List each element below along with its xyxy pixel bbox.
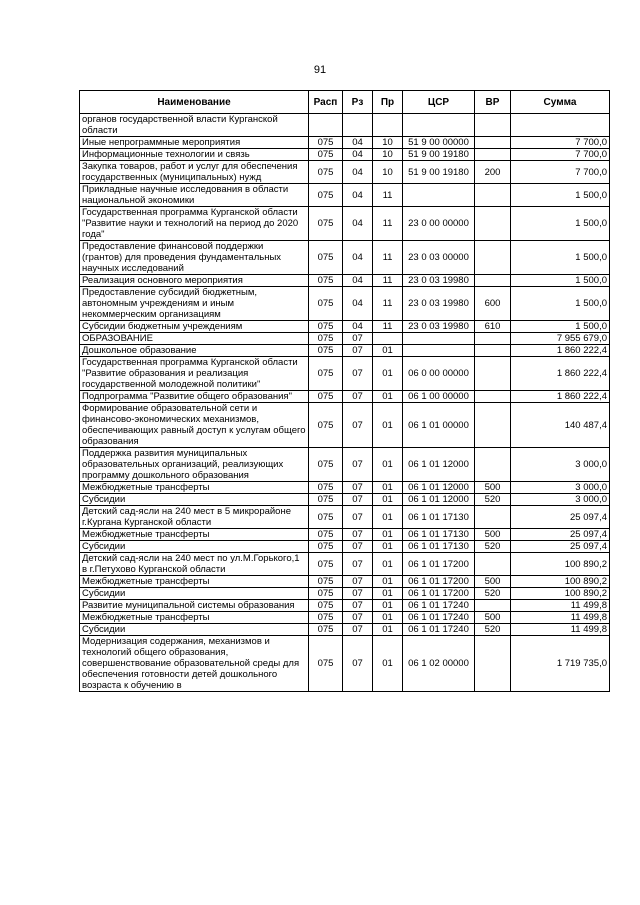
row-vr-cell: 500 (475, 482, 511, 494)
row-sum-cell: 1 500,0 (511, 321, 610, 333)
row-vr-cell: 600 (475, 287, 511, 321)
row-sum-cell: 11 499,8 (511, 600, 610, 612)
table-row (80, 636, 610, 692)
row-vr-cell: 500 (475, 612, 511, 624)
row-sum-cell: 25 097,4 (511, 529, 610, 541)
row-rz-cell: 07 (343, 482, 373, 494)
row-pr-cell: 01 (373, 345, 403, 357)
row-rz-cell: 07 (343, 576, 373, 588)
row-rz-cell: 07 (343, 448, 373, 482)
row-sum-cell: 3 000,0 (511, 482, 610, 494)
row-sum-cell: 1 860 222,4 (511, 357, 610, 391)
table-row (80, 612, 610, 624)
row-pr-cell: 10 (373, 149, 403, 161)
row-name-cell: Формирование образовательной сети и финансово-экономических механизмов, обеспечивающих равный доступ к услугам общего образования (80, 403, 309, 448)
row-sum-cell: 100 890,2 (511, 576, 610, 588)
row-vr-cell: 520 (475, 494, 511, 506)
row-pr-cell (373, 333, 403, 345)
row-name-cell: Подпрограмма "Развитие общего образования" (80, 391, 309, 403)
row-csr-cell: 06 1 02 00000 (403, 636, 475, 692)
row-pr-cell: 11 (373, 321, 403, 333)
row-csr-cell: 06 1 01 17130 (403, 506, 475, 529)
row-sum-cell: 1 500,0 (511, 184, 610, 207)
row-vr-cell (475, 114, 511, 137)
row-rz-cell: 07 (343, 333, 373, 345)
table-row (80, 287, 610, 321)
row-rz-cell: 07 (343, 506, 373, 529)
row-rasp-cell: 075 (309, 241, 343, 275)
row-csr-cell (403, 184, 475, 207)
row-csr-cell: 06 1 01 12000 (403, 494, 475, 506)
row-sum-cell: 3 000,0 (511, 494, 610, 506)
row-sum-cell: 1 860 222,4 (511, 391, 610, 403)
row-csr-cell: 06 1 01 17200 (403, 553, 475, 576)
row-name-cell: Субсидии (80, 494, 309, 506)
row-rasp-cell: 075 (309, 506, 343, 529)
row-name-cell: Модернизация содержания, механизмов и технологий общего образования, совершенствование образовательной среды для обеспечения готовности детей дошкольного возраста к обучению в (80, 636, 309, 692)
row-csr-cell: 06 1 01 12000 (403, 448, 475, 482)
table-row (80, 600, 610, 612)
table-row (80, 624, 610, 636)
row-rasp-cell: 075 (309, 345, 343, 357)
row-rz-cell: 07 (343, 345, 373, 357)
row-sum-cell: 1 500,0 (511, 207, 610, 241)
row-rasp-cell: 075 (309, 494, 343, 506)
row-vr-cell: 500 (475, 529, 511, 541)
table-row (80, 345, 610, 357)
row-sum-cell: 11 499,8 (511, 612, 610, 624)
row-name-cell: Субсидии (80, 624, 309, 636)
row-rasp-cell: 075 (309, 333, 343, 345)
row-rasp-cell: 075 (309, 588, 343, 600)
row-vr-cell (475, 391, 511, 403)
row-vr-cell (475, 184, 511, 207)
row-rz-cell: 07 (343, 391, 373, 403)
table-row (80, 576, 610, 588)
table-row (80, 333, 610, 345)
row-csr-cell: 23 0 03 19980 (403, 321, 475, 333)
header-vr: ВР (475, 91, 511, 114)
page-number: 91 (313, 64, 327, 76)
row-pr-cell: 11 (373, 275, 403, 287)
row-name-cell: органов государственной власти Курганской области (80, 114, 309, 137)
row-sum-cell (511, 114, 610, 137)
table-row (80, 149, 610, 161)
header-rz: Рз (343, 91, 373, 114)
row-sum-cell: 7 955 679,0 (511, 333, 610, 345)
row-name-cell: Государственная программа Курганской области "Развитие науки и технологий на период до 2020 года" (80, 207, 309, 241)
row-name-cell: Межбюджетные трансферты (80, 529, 309, 541)
row-name-cell: Межбюджетные трансферты (80, 612, 309, 624)
header-sum: Сумма (511, 91, 610, 114)
row-vr-cell (475, 553, 511, 576)
row-rz-cell: 07 (343, 636, 373, 692)
row-pr-cell: 01 (373, 529, 403, 541)
table-row (80, 275, 610, 287)
row-sum-cell: 1 860 222,4 (511, 345, 610, 357)
row-vr-cell: 200 (475, 161, 511, 184)
row-rz-cell: 07 (343, 357, 373, 391)
row-name-cell: Предоставление финансовой поддержки (грантов) для проведения фундаментальных научных исследований (80, 241, 309, 275)
header-name: Наименование (80, 91, 309, 114)
row-rz-cell: 04 (343, 184, 373, 207)
row-csr-cell: 06 1 01 17130 (403, 541, 475, 553)
row-name-cell: Государственная программа Курганской области "Развитие образования и реализация государственной молодежной политики" (80, 357, 309, 391)
row-pr-cell: 01 (373, 612, 403, 624)
row-sum-cell: 100 890,2 (511, 553, 610, 576)
row-rasp-cell: 075 (309, 541, 343, 553)
row-vr-cell (475, 137, 511, 149)
row-vr-cell (475, 241, 511, 275)
row-pr-cell: 01 (373, 624, 403, 636)
row-rz-cell: 04 (343, 137, 373, 149)
row-pr-cell: 01 (373, 482, 403, 494)
row-csr-cell: 06 1 01 17200 (403, 588, 475, 600)
row-sum-cell: 25 097,4 (511, 506, 610, 529)
row-pr-cell: 01 (373, 403, 403, 448)
row-sum-cell: 3 000,0 (511, 448, 610, 482)
table-row (80, 403, 610, 448)
row-rasp-cell: 075 (309, 207, 343, 241)
row-rasp-cell: 075 (309, 149, 343, 161)
row-name-cell: Субсидии (80, 588, 309, 600)
row-csr-cell: 23 0 03 00000 (403, 241, 475, 275)
table-row (80, 448, 610, 482)
row-name-cell: Субсидии (80, 541, 309, 553)
row-rz-cell: 07 (343, 600, 373, 612)
row-sum-cell: 1 719 735,0 (511, 636, 610, 692)
row-sum-cell: 1 500,0 (511, 241, 610, 275)
row-vr-cell (475, 506, 511, 529)
row-csr-cell: 06 1 01 12000 (403, 482, 475, 494)
row-pr-cell: 11 (373, 207, 403, 241)
row-vr-cell (475, 149, 511, 161)
row-pr-cell: 11 (373, 184, 403, 207)
table-row (80, 114, 610, 137)
row-name-cell: Предоставление субсидий бюджетным, автономным учреждениям и иным некоммерческим организациям (80, 287, 309, 321)
row-rasp-cell: 075 (309, 529, 343, 541)
row-pr-cell: 01 (373, 391, 403, 403)
row-rasp-cell: 075 (309, 553, 343, 576)
table-row (80, 494, 610, 506)
row-vr-cell (475, 275, 511, 287)
row-rasp-cell: 075 (309, 576, 343, 588)
header-csr: ЦСР (403, 91, 475, 114)
row-name-cell: Межбюджетные трансферты (80, 482, 309, 494)
row-name-cell: ОБРАЗОВАНИЕ (80, 333, 309, 345)
row-csr-cell: 51 9 00 19180 (403, 149, 475, 161)
row-pr-cell: 01 (373, 448, 403, 482)
budget-table (79, 90, 610, 692)
table-row (80, 391, 610, 403)
row-vr-cell: 520 (475, 588, 511, 600)
row-vr-cell: 610 (475, 321, 511, 333)
row-csr-cell: 06 1 01 17130 (403, 529, 475, 541)
row-name-cell: Реализация основного мероприятия (80, 275, 309, 287)
table-row (80, 321, 610, 333)
row-name-cell: Детский сад-ясли на 240 мест по ул.М.Горького,1 в г.Петухово Курганской области (80, 553, 309, 576)
row-name-cell: Поддержка развития муниципальных образовательных организаций, реализующих программу дошкольного образования (80, 448, 309, 482)
row-rasp-cell: 075 (309, 391, 343, 403)
row-rz-cell: 07 (343, 553, 373, 576)
row-rz-cell: 04 (343, 207, 373, 241)
row-sum-cell: 1 500,0 (511, 275, 610, 287)
row-csr-cell: 23 0 00 00000 (403, 207, 475, 241)
table-row (80, 357, 610, 391)
header-pr: Пр (373, 91, 403, 114)
row-vr-cell (475, 636, 511, 692)
row-name-cell: Иные непрограммные мероприятия (80, 137, 309, 149)
table-row (80, 241, 610, 275)
row-rz-cell: 07 (343, 541, 373, 553)
row-vr-cell (475, 207, 511, 241)
row-rz-cell: 04 (343, 161, 373, 184)
row-name-cell: Закупка товаров, работ и услуг для обеспечения государственных (муниципальных) нужд (80, 161, 309, 184)
row-pr-cell (373, 114, 403, 137)
table-row (80, 588, 610, 600)
table-row (80, 541, 610, 553)
table-header-row (80, 91, 610, 114)
row-csr-cell: 06 1 01 17240 (403, 600, 475, 612)
row-name-cell: Развитие муниципальной системы образования (80, 600, 309, 612)
row-sum-cell: 11 499,8 (511, 624, 610, 636)
table-row (80, 161, 610, 184)
row-rz-cell (343, 114, 373, 137)
row-pr-cell: 10 (373, 161, 403, 184)
row-rasp-cell: 075 (309, 612, 343, 624)
row-pr-cell: 01 (373, 541, 403, 553)
row-rz-cell: 07 (343, 624, 373, 636)
row-csr-cell: 06 1 01 17240 (403, 612, 475, 624)
row-name-cell: Прикладные научные исследования в области национальной экономики (80, 184, 309, 207)
row-sum-cell: 7 700,0 (511, 137, 610, 149)
row-pr-cell: 01 (373, 506, 403, 529)
row-csr-cell: 51 9 00 19180 (403, 161, 475, 184)
row-rz-cell: 07 (343, 612, 373, 624)
row-name-cell: Межбюджетные трансферты (80, 576, 309, 588)
row-csr-cell: 06 1 00 00000 (403, 391, 475, 403)
row-sum-cell: 7 700,0 (511, 161, 610, 184)
row-name-cell: Информационные технологии и связь (80, 149, 309, 161)
row-csr-cell: 23 0 03 19980 (403, 275, 475, 287)
row-rasp-cell: 075 (309, 403, 343, 448)
row-rasp-cell: 075 (309, 357, 343, 391)
row-csr-cell: 23 0 03 19980 (403, 287, 475, 321)
table-row (80, 137, 610, 149)
row-sum-cell: 1 500,0 (511, 287, 610, 321)
row-pr-cell: 01 (373, 357, 403, 391)
row-vr-cell (475, 403, 511, 448)
row-rasp-cell: 075 (309, 321, 343, 333)
row-vr-cell: 520 (475, 624, 511, 636)
row-rz-cell: 07 (343, 529, 373, 541)
row-rz-cell: 07 (343, 403, 373, 448)
row-csr-cell (403, 333, 475, 345)
row-pr-cell: 01 (373, 636, 403, 692)
row-csr-cell (403, 345, 475, 357)
row-name-cell: Детский сад-ясли на 240 мест в 5 микрорайоне г.Кургана Курганской области (80, 506, 309, 529)
row-csr-cell (403, 114, 475, 137)
table-row (80, 506, 610, 529)
row-vr-cell (475, 333, 511, 345)
row-rz-cell: 04 (343, 321, 373, 333)
row-rasp-cell: 075 (309, 600, 343, 612)
row-csr-cell: 06 0 00 00000 (403, 357, 475, 391)
header-rasp: Расп (309, 91, 343, 114)
row-pr-cell: 01 (373, 576, 403, 588)
table-row (80, 529, 610, 541)
row-pr-cell: 11 (373, 241, 403, 275)
row-rz-cell: 04 (343, 149, 373, 161)
row-rasp-cell (309, 114, 343, 137)
table-row (80, 184, 610, 207)
row-rasp-cell: 075 (309, 161, 343, 184)
row-rasp-cell: 075 (309, 636, 343, 692)
row-vr-cell (475, 448, 511, 482)
row-rasp-cell: 075 (309, 275, 343, 287)
row-csr-cell: 06 1 01 17240 (403, 624, 475, 636)
row-pr-cell: 11 (373, 287, 403, 321)
row-sum-cell: 100 890,2 (511, 588, 610, 600)
row-vr-cell (475, 345, 511, 357)
row-sum-cell: 140 487,4 (511, 403, 610, 448)
table-row (80, 207, 610, 241)
row-pr-cell: 01 (373, 588, 403, 600)
row-pr-cell: 01 (373, 600, 403, 612)
row-vr-cell: 500 (475, 576, 511, 588)
row-vr-cell (475, 600, 511, 612)
row-sum-cell: 25 097,4 (511, 541, 610, 553)
row-rasp-cell: 075 (309, 184, 343, 207)
row-rasp-cell: 075 (309, 482, 343, 494)
row-pr-cell: 10 (373, 137, 403, 149)
row-pr-cell: 01 (373, 494, 403, 506)
row-csr-cell: 06 1 01 17200 (403, 576, 475, 588)
row-rz-cell: 07 (343, 494, 373, 506)
row-rasp-cell: 075 (309, 287, 343, 321)
row-rasp-cell: 075 (309, 624, 343, 636)
row-pr-cell: 01 (373, 553, 403, 576)
row-sum-cell: 7 700,0 (511, 149, 610, 161)
row-name-cell: Дошкольное образование (80, 345, 309, 357)
table-row (80, 482, 610, 494)
row-name-cell: Субсидии бюджетным учреждениям (80, 321, 309, 333)
row-csr-cell: 06 1 01 00000 (403, 403, 475, 448)
row-vr-cell: 520 (475, 541, 511, 553)
row-rz-cell: 04 (343, 241, 373, 275)
row-rz-cell: 07 (343, 588, 373, 600)
row-rasp-cell: 075 (309, 448, 343, 482)
row-rasp-cell: 075 (309, 137, 343, 149)
row-csr-cell: 51 9 00 00000 (403, 137, 475, 149)
row-rz-cell: 04 (343, 287, 373, 321)
row-vr-cell (475, 357, 511, 391)
table-row (80, 553, 610, 576)
row-rz-cell: 04 (343, 275, 373, 287)
